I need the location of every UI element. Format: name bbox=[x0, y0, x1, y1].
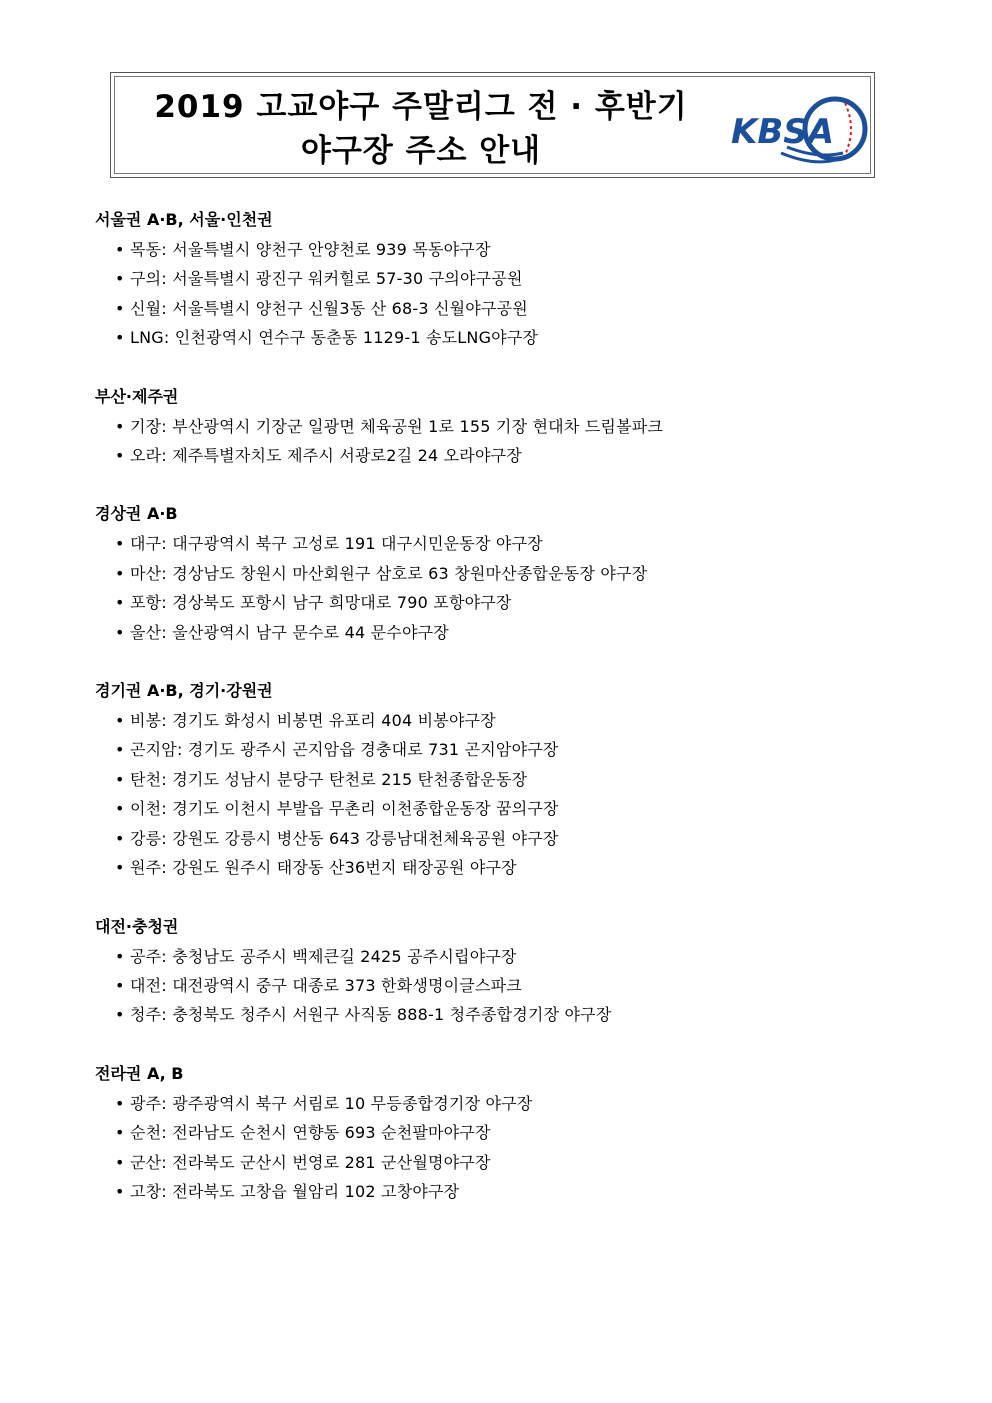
bullet-icon: • bbox=[115, 593, 125, 613]
title-box bbox=[110, 72, 875, 178]
address-text: 군산: 전라북도 군산시 번영로 281 군산월명야구장 bbox=[130, 1152, 491, 1172]
list-item bbox=[95, 853, 955, 882]
bullet-icon: • bbox=[115, 298, 125, 318]
list-item bbox=[95, 971, 955, 1000]
logo-text: KBSA bbox=[731, 112, 835, 152]
list-item bbox=[95, 1177, 955, 1206]
list-item bbox=[95, 323, 955, 352]
address-text: 대전: 대전광역시 중구 대종로 373 한화생명이글스파크 bbox=[130, 975, 522, 995]
section-title: 대전·충청권 bbox=[95, 916, 179, 936]
address-text: LNG: 인천광역시 연수구 동춘동 1129-1 송도LNG야구장 bbox=[130, 328, 539, 348]
bullet-icon: • bbox=[115, 269, 125, 289]
bullet-icon: • bbox=[115, 858, 125, 878]
section-title: 경기권 A·B, 경기·강원권 bbox=[95, 681, 273, 701]
address-text: 포항: 경상북도 포항시 남구 희망대로 790 포항야구장 bbox=[130, 593, 512, 613]
address-text: 마산: 경상남도 창원시 마산회원구 삼호로 63 창원마산종합운동장 야구장 bbox=[130, 563, 648, 583]
list-item bbox=[95, 1118, 955, 1147]
bullet-icon: • bbox=[115, 328, 125, 348]
bullet-icon: • bbox=[115, 416, 125, 436]
document-title bbox=[115, 85, 727, 173]
address-text: 비봉: 경기도 화성시 비봉면 유포리 404 비봉야구장 bbox=[130, 711, 496, 731]
section-title: 경상권 A·B bbox=[95, 504, 178, 524]
address-text: 탄천: 경기도 성남시 분당구 탄천로 215 탄천종합운동장 bbox=[130, 769, 528, 789]
list-item bbox=[95, 794, 955, 823]
address-text: 고창: 전라북도 고창읍 월암리 102 고창야구장 bbox=[130, 1181, 460, 1201]
list-item bbox=[95, 618, 955, 647]
title-line-1: 2019 고교야구 주말리그 전 · 후반기 bbox=[154, 89, 688, 125]
list-item bbox=[95, 1089, 955, 1118]
list-item bbox=[95, 942, 955, 971]
section-title: 부산·제주권 bbox=[95, 386, 179, 406]
address-text: 순천: 전라남도 순천시 연향동 693 순천팔마야구장 bbox=[130, 1123, 491, 1143]
region-section bbox=[95, 1059, 955, 1207]
address-text: 곤지암: 경기도 광주시 곤지암읍 경충대로 731 곤지암야구장 bbox=[130, 740, 559, 760]
region-section bbox=[95, 382, 955, 471]
region-section bbox=[95, 205, 955, 353]
bullet-icon: • bbox=[115, 534, 125, 554]
bullet-icon: • bbox=[115, 1152, 125, 1172]
address-text: 울산: 울산광역시 남구 문수로 44 문수야구장 bbox=[130, 622, 449, 642]
list-item bbox=[95, 1148, 955, 1177]
bullet-icon: • bbox=[115, 740, 125, 760]
bullet-icon: • bbox=[115, 711, 125, 731]
bullet-icon: • bbox=[115, 563, 125, 583]
list-item bbox=[95, 824, 955, 853]
bullet-icon: • bbox=[115, 975, 125, 995]
bullet-icon: • bbox=[115, 622, 125, 642]
address-text: 이천: 경기도 이천시 부발읍 무촌리 이천종합운동장 꿈의구장 bbox=[130, 799, 559, 819]
title-line-2: 야구장 주소 안내 bbox=[300, 133, 542, 169]
address-text: 원주: 강원도 원주시 태장동 산36번지 태장공원 야구장 bbox=[130, 858, 517, 878]
bullet-icon: • bbox=[115, 828, 125, 848]
list-item bbox=[95, 559, 955, 588]
bullet-icon: • bbox=[115, 240, 125, 259]
address-list bbox=[95, 205, 955, 1235]
list-item bbox=[95, 1000, 955, 1029]
address-text: 기장: 부산광역시 기장군 일광면 체육공원 1로 155 기장 현대차 드림볼파크 bbox=[130, 416, 664, 436]
address-text: 대구: 대구광역시 북구 고성로 191 대구시민운동장 야구장 bbox=[130, 534, 543, 554]
address-text: 광주: 광주광역시 북구 서림로 10 무등종합경기장 야구장 bbox=[130, 1093, 533, 1113]
region-section bbox=[95, 499, 955, 647]
address-text: 공주: 충청남도 공주시 백제큰길 2425 공주시립야구장 bbox=[130, 946, 517, 966]
region-section bbox=[95, 912, 955, 1030]
kbsa-logo bbox=[727, 87, 873, 171]
address-text: 오라: 제주특별자치도 제주시 서광로2길 24 오라야구장 bbox=[130, 446, 522, 466]
region-section bbox=[95, 676, 955, 882]
list-item bbox=[95, 588, 955, 617]
bullet-icon: • bbox=[115, 1123, 125, 1143]
list-item bbox=[95, 706, 955, 735]
bullet-icon: • bbox=[115, 1005, 125, 1025]
address-text: 강릉: 강원도 강릉시 병산동 643 강릉남대천체육공원 야구장 bbox=[130, 828, 559, 848]
section-title: 전라권 A, B bbox=[95, 1063, 184, 1083]
list-item bbox=[95, 264, 955, 293]
title-inner-border bbox=[114, 76, 871, 174]
list-item bbox=[95, 441, 955, 470]
list-item bbox=[95, 235, 955, 264]
address-text: 구의: 서울특별시 광진구 워커힐로 57-30 구의야구공원 bbox=[130, 269, 523, 289]
bullet-icon: • bbox=[115, 1093, 125, 1113]
address-text: 청주: 충청북도 청주시 서원구 사직동 888-1 청주종합경기장 야구장 bbox=[130, 1005, 612, 1025]
address-text: 신월: 서울특별시 양천구 신월3동 산 68-3 신월야구공원 bbox=[130, 298, 528, 318]
list-item bbox=[95, 412, 955, 441]
list-item bbox=[95, 529, 955, 558]
bullet-icon: • bbox=[115, 946, 125, 966]
address-text: 목동: 서울특별시 양천구 안양천로 939 목동야구장 bbox=[130, 240, 491, 259]
list-item bbox=[95, 294, 955, 323]
bullet-icon: • bbox=[115, 769, 125, 789]
bullet-icon: • bbox=[115, 1181, 125, 1201]
section-title: 서울권 A·B, 서울·인천권 bbox=[95, 210, 273, 229]
bullet-icon: • bbox=[115, 799, 125, 819]
list-item bbox=[95, 765, 955, 794]
list-item bbox=[95, 735, 955, 764]
bullet-icon: • bbox=[115, 446, 125, 466]
